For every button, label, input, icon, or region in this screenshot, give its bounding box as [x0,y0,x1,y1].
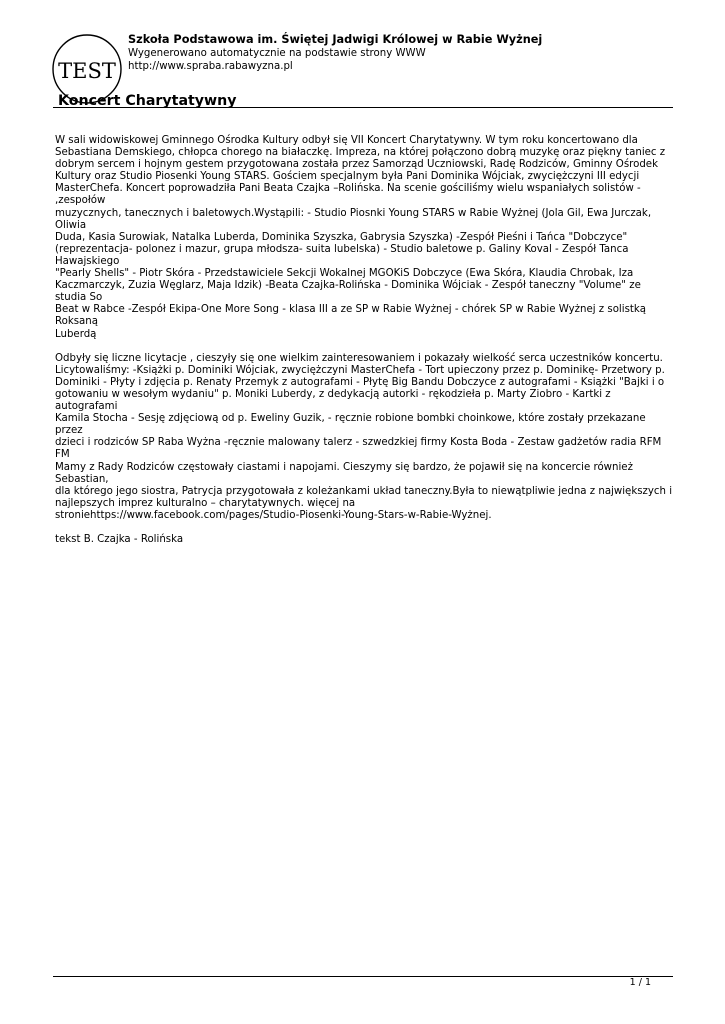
logo-text: TEST [58,59,116,83]
article-line: (reprezentacja- polonez i mazur, grupa młodsza- suita lubelska) - Studio baletowe p. Galiny Koval - Zespół Tanca Hawajskiego [55,243,629,267]
article-line: muzycznych, tanecznych i baletowych.Wystąpili: - Studio Piosnki Young STARS w Rabie Wyżnej (Jola Gil, Ewa Jurczak, Oliwia [55,207,652,231]
article-line: Mamy z Rady Rodziców częstowały ciastami i napojami. Cieszymy się bardzo, że pojawił się na koncercie również Sebastian, [55,461,633,485]
article-line: W sali widowiskowej Gminnego Ośrodka Kultury odbył się VII Koncert Charytatywny. W tym roku koncertowano dla [55,135,638,146]
article-line: Kaczmarczyk, Zuzia Węglarz, Maja Idzik) -Beata Czajka-Rolińska - Dominika Wójciak - Zespół taneczny "Volume" ze studia So [55,280,641,304]
article-line: Beat w Rabce -Zespół Ekipa-One More Song - klasa III a ze SP w Rabie Wyżnej - chórek SP w Rabie Wyżnej z solistką Roksaną [55,304,647,328]
article-line: Sebastiana Demskiego, chłopca chorego na białaczkę. Impreza, na której połączono dobrą muzykę oraz piękny taniec z [55,147,666,159]
footer-divider [53,976,673,977]
article-line: dzieci i rodziców SP Raba Wyżna -ręcznie malowany talerz - szwedzkiej firmy Kosta Boda - Zestaw gadżetów radia RFM FM [55,437,662,461]
title-divider [53,107,673,108]
site-url: http://www.spraba.rabawyzna.pl [128,61,293,72]
article-line: MasterChefa. Koncert poprowadziła Pani Beata Czajka –Rolińska. Na scenie gościliśmy wielu wspaniałych solistów - ,zespołów [55,183,641,207]
page-title: Koncert Charytatywny [58,93,237,109]
page-number: 1 / 1 [629,977,651,988]
article-line: Dominiki - Płyty i zdjęcia p. Renaty Przemyk z autografami - Płytę Big Bandu Dobczyce z autografami - Książki "Bajki i o [55,376,665,388]
article-line: najlepszych imprez kulturalno – charytatywnych. więcej na [55,497,356,509]
paragraph-gap [55,522,675,534]
article-line: Licytowaliśmy: -Książki p. Dominiki Wójciak, zwyciężczyni MasterChefa - Tort upieczony przez p. Dominikę- Przetwory p. [55,364,665,376]
generated-note: Wygenerowano automatycznie na podstawie strony WWW [128,48,426,59]
paragraph-gap [55,341,675,353]
article-line: gotowaniu w wesołym wydaniu" p. Moniki Luberdy, z dedykacją autorki - rękodzieła p. Marty Ziobro - Kartki z autografami [55,388,611,413]
article-line: Odbyły się liczne licytacje , cieszyły się one wielkim zainteresowaniem i pokazały wielkość serca uczestników koncertu. [55,352,663,364]
article-line: Kultury oraz Studio Piosenki Young STARS. Gościem specjalnym była Pani Dominika Wójciak, zwyciężczyni III edycji [55,171,640,183]
school-name: Szkoła Podstawowa im. Świętej Jadwigi Królowej w Rabie Wyżnej [128,33,543,46]
article-line: Duda, Kasia Surowiak, Natalka Luberda, Dominika Szyszka, Gabrysia Szyszka) -Zespół Pieśni i Tańca "Dobczyce" [55,231,628,243]
article-body [55,135,675,546]
article-line: dla którego jego siostra, Patrycja przygotowała z koleżankami układ taneczny.Była to niewątpliwie jedna z największych i [55,485,673,497]
article-line: tekst B. Czajka - Rolińska [55,534,184,546]
article-line: Kamila Stocha - Sesję zdjęciową od p. Eweliny Guzik, - ręcznie robione bombki choinkowe, które zostały przekazane przez [55,413,646,437]
article-line: dobrym sercem i hojnym gestem przygotowana została przez Samorząd Uczniowski, Radę Rodziców, Gminny Ośrodek [55,159,658,171]
article-line: Luberdą [55,328,97,340]
document-header [128,32,708,73]
article-line: stroniehttps://www.facebook.com/pages/Studio-Piosenki-Young-Stars-w-Rabie-Wyżnej. [55,509,492,521]
article-line: "Pearly Shells" - Piotr Skóra - Przedstawiciele Sekcji Wokalnej MGOKiS Dobczyce (Ewa Skóra, Klaudia Chrobak, Iza [55,268,634,280]
